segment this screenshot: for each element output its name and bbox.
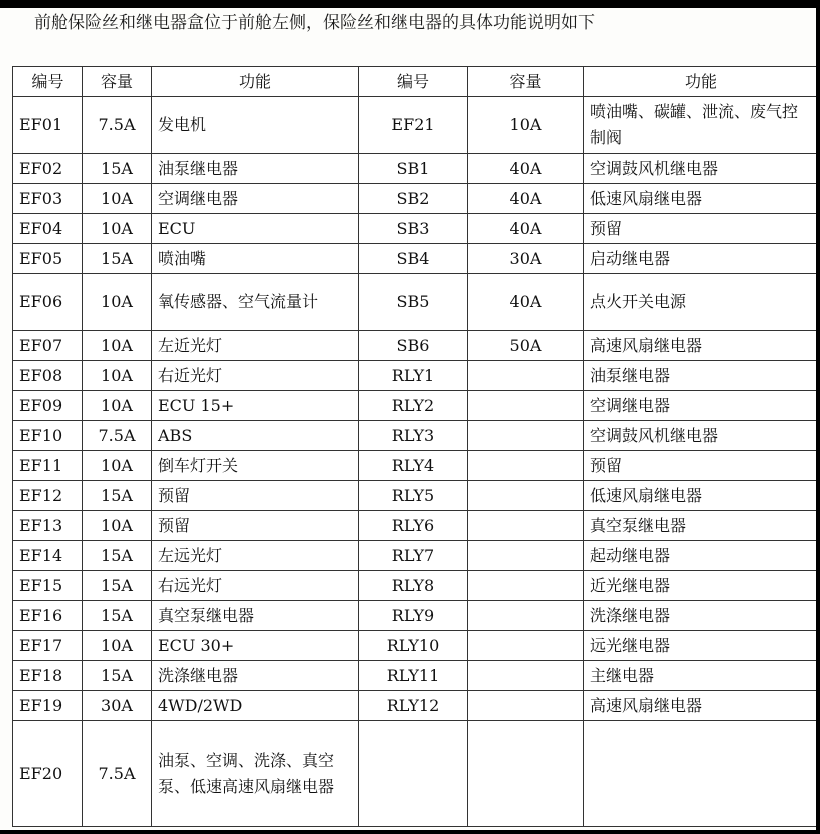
- relay-function-cell: 主继电器: [584, 661, 817, 691]
- fuse-capacity-cell: 10A: [83, 214, 152, 244]
- table-row: [13, 481, 817, 511]
- table-row: [13, 421, 817, 451]
- fuse-capacity-cell: 15A: [83, 661, 152, 691]
- relay-function-cell: 点火开关电源: [584, 274, 817, 331]
- relay-capacity-cell: 50A: [468, 331, 584, 361]
- fuse-id-cell: EF15: [13, 571, 83, 601]
- fuse-capacity-cell: 30A: [83, 691, 152, 721]
- relay-id-cell: SB2: [359, 184, 468, 214]
- fuse-function-cell: 左远光灯: [152, 541, 359, 571]
- fuse-id-cell: EF20: [13, 721, 83, 827]
- fuse-function-cell: ECU 15+: [152, 391, 359, 421]
- fuse-id-cell: EF17: [13, 631, 83, 661]
- relay-id-cell: RLY7: [359, 541, 468, 571]
- fuse-capacity-cell: 7.5A: [83, 721, 152, 827]
- header-id: 编号: [13, 67, 83, 97]
- relay-function-cell: 近光继电器: [584, 571, 817, 601]
- relay-capacity-cell: 40A: [468, 274, 584, 331]
- table-row: [13, 154, 817, 184]
- fuse-id-cell: EF07: [13, 331, 83, 361]
- fuse-id-cell: EF08: [13, 361, 83, 391]
- relay-capacity-cell: 40A: [468, 214, 584, 244]
- fuse-function-cell: 预留: [152, 481, 359, 511]
- relay-capacity-cell: [468, 661, 584, 691]
- table-row: [13, 451, 817, 481]
- header-capacity: 容量: [468, 67, 584, 97]
- relay-id-cell: SB4: [359, 244, 468, 274]
- fuse-capacity-cell: 15A: [83, 154, 152, 184]
- fuse-capacity-cell: 15A: [83, 601, 152, 631]
- relay-id-cell: RLY11: [359, 661, 468, 691]
- fuse-relay-table: [12, 66, 816, 827]
- fuse-function-cell: 油泵继电器: [152, 154, 359, 184]
- relay-function-cell: 空调继电器: [584, 391, 817, 421]
- relay-function-cell: 预留: [584, 214, 817, 244]
- relay-capacity-cell: [468, 631, 584, 661]
- relay-capacity-cell: 10A: [468, 97, 584, 154]
- relay-function-cell: 真空泵继电器: [584, 511, 817, 541]
- fuse-capacity-cell: 10A: [83, 361, 152, 391]
- relay-id-cell: SB6: [359, 331, 468, 361]
- relay-capacity-cell: [468, 421, 584, 451]
- relay-capacity-cell: [468, 601, 584, 631]
- fuse-capacity-cell: 10A: [83, 391, 152, 421]
- relay-function-cell: 空调鼓风机继电器: [584, 154, 817, 184]
- fuse-capacity-cell: 10A: [83, 184, 152, 214]
- relay-capacity-cell: 40A: [468, 154, 584, 184]
- fuse-id-cell: EF14: [13, 541, 83, 571]
- table-row: [13, 511, 817, 541]
- fuse-id-cell: EF16: [13, 601, 83, 631]
- relay-function-cell: 低速风扇继电器: [584, 481, 817, 511]
- relay-capacity-cell: [468, 361, 584, 391]
- fuse-capacity-cell: 15A: [83, 571, 152, 601]
- table-row: [13, 601, 817, 631]
- fuse-function-cell: 氧传感器、空气流量计: [152, 274, 359, 331]
- relay-id-cell: RLY9: [359, 601, 468, 631]
- fuse-capacity-cell: 10A: [83, 274, 152, 331]
- relay-capacity-cell: [468, 451, 584, 481]
- relay-capacity-cell: [468, 721, 584, 827]
- relay-capacity-cell: 40A: [468, 184, 584, 214]
- table-row: [13, 721, 817, 827]
- table-row: [13, 244, 817, 274]
- relay-function-cell: 高速风扇继电器: [584, 331, 817, 361]
- fuse-function-cell: 洗涤继电器: [152, 661, 359, 691]
- relay-id-cell: RLY8: [359, 571, 468, 601]
- fuse-id-cell: EF11: [13, 451, 83, 481]
- fuse-capacity-cell: 10A: [83, 331, 152, 361]
- fuse-function-cell: 喷油嘴: [152, 244, 359, 274]
- relay-function-cell: 喷油嘴、碳罐、泄流、废气控制阀: [584, 97, 817, 154]
- fuse-function-cell: 空调继电器: [152, 184, 359, 214]
- fuse-capacity-cell: 15A: [83, 481, 152, 511]
- fuse-id-cell: EF02: [13, 154, 83, 184]
- fuse-id-cell: EF06: [13, 274, 83, 331]
- relay-function-cell: [584, 721, 817, 827]
- fuse-function-cell: 倒车灯开关: [152, 451, 359, 481]
- relay-capacity-cell: [468, 481, 584, 511]
- relay-capacity-cell: [468, 511, 584, 541]
- table-row: [13, 571, 817, 601]
- relay-id-cell: [359, 721, 468, 827]
- fuse-function-cell: 预留: [152, 511, 359, 541]
- header-function: 功能: [584, 67, 817, 97]
- relay-capacity-cell: [468, 391, 584, 421]
- intro-text: 前舱保险丝和继电器盒位于前舱左侧，保险丝和继电器的具体功能说明如下: [34, 13, 595, 33]
- fuse-function-cell: 右近光灯: [152, 361, 359, 391]
- relay-function-cell: 低速风扇继电器: [584, 184, 817, 214]
- table-row: [13, 274, 817, 331]
- relay-id-cell: RLY3: [359, 421, 468, 451]
- fuse-function-cell: 右远光灯: [152, 571, 359, 601]
- relay-id-cell: RLY12: [359, 691, 468, 721]
- fuse-function-cell: ECU: [152, 214, 359, 244]
- relay-function-cell: 启动继电器: [584, 244, 817, 274]
- fuse-function-cell: ECU 30+: [152, 631, 359, 661]
- fuse-function-cell: 油泵、空调、洗涤、真空泵、低速高速风扇继电器: [152, 721, 359, 827]
- relay-capacity-cell: [468, 571, 584, 601]
- fuse-capacity-cell: 15A: [83, 541, 152, 571]
- relay-function-cell: 远光继电器: [584, 631, 817, 661]
- fuse-id-cell: EF01: [13, 97, 83, 154]
- table-body: [13, 97, 817, 827]
- relay-id-cell: RLY10: [359, 631, 468, 661]
- relay-function-cell: 洗涤继电器: [584, 601, 817, 631]
- fuse-capacity-cell: 10A: [83, 511, 152, 541]
- document-page: [0, 8, 816, 830]
- fuse-capacity-cell: 15A: [83, 244, 152, 274]
- fuse-capacity-cell: 10A: [83, 631, 152, 661]
- table-row: [13, 331, 817, 361]
- relay-id-cell: RLY4: [359, 451, 468, 481]
- relay-function-cell: 预留: [584, 451, 817, 481]
- table-row: [13, 631, 817, 661]
- table-row: [13, 97, 817, 154]
- table-row: [13, 361, 817, 391]
- fuse-function-cell: 4WD/2WD: [152, 691, 359, 721]
- fuse-function-cell: ABS: [152, 421, 359, 451]
- table-row: [13, 541, 817, 571]
- relay-capacity-cell: [468, 691, 584, 721]
- table-row: [13, 661, 817, 691]
- fuse-id-cell: EF12: [13, 481, 83, 511]
- header-function: 功能: [152, 67, 359, 97]
- fuse-id-cell: EF18: [13, 661, 83, 691]
- fuse-id-cell: EF19: [13, 691, 83, 721]
- fuse-id-cell: EF04: [13, 214, 83, 244]
- table-row: [13, 214, 817, 244]
- fuse-id-cell: EF13: [13, 511, 83, 541]
- fuse-function-cell: 真空泵继电器: [152, 601, 359, 631]
- relay-id-cell: RLY6: [359, 511, 468, 541]
- fuse-capacity-cell: 7.5A: [83, 421, 152, 451]
- relay-function-cell: 高速风扇继电器: [584, 691, 817, 721]
- table-row: [13, 691, 817, 721]
- fuse-function-cell: 发电机: [152, 97, 359, 154]
- fuse-function-cell: 左近光灯: [152, 331, 359, 361]
- fuse-capacity-cell: 10A: [83, 451, 152, 481]
- fuse-id-cell: EF05: [13, 244, 83, 274]
- header-id: 编号: [359, 67, 468, 97]
- table-row: [13, 184, 817, 214]
- relay-id-cell: RLY5: [359, 481, 468, 511]
- relay-id-cell: SB3: [359, 214, 468, 244]
- relay-function-cell: 起动继电器: [584, 541, 817, 571]
- fuse-id-cell: EF03: [13, 184, 83, 214]
- table-row: [13, 391, 817, 421]
- relay-function-cell: 油泵继电器: [584, 361, 817, 391]
- relay-id-cell: RLY2: [359, 391, 468, 421]
- table-header-row: [13, 67, 817, 97]
- relay-id-cell: EF21: [359, 97, 468, 154]
- header-capacity: 容量: [83, 67, 152, 97]
- relay-capacity-cell: 30A: [468, 244, 584, 274]
- fuse-capacity-cell: 7.5A: [83, 97, 152, 154]
- relay-id-cell: SB5: [359, 274, 468, 331]
- fuse-id-cell: EF09: [13, 391, 83, 421]
- relay-id-cell: RLY1: [359, 361, 468, 391]
- relay-id-cell: SB1: [359, 154, 468, 184]
- relay-function-cell: 空调鼓风机继电器: [584, 421, 817, 451]
- fuse-id-cell: EF10: [13, 421, 83, 451]
- relay-capacity-cell: [468, 541, 584, 571]
